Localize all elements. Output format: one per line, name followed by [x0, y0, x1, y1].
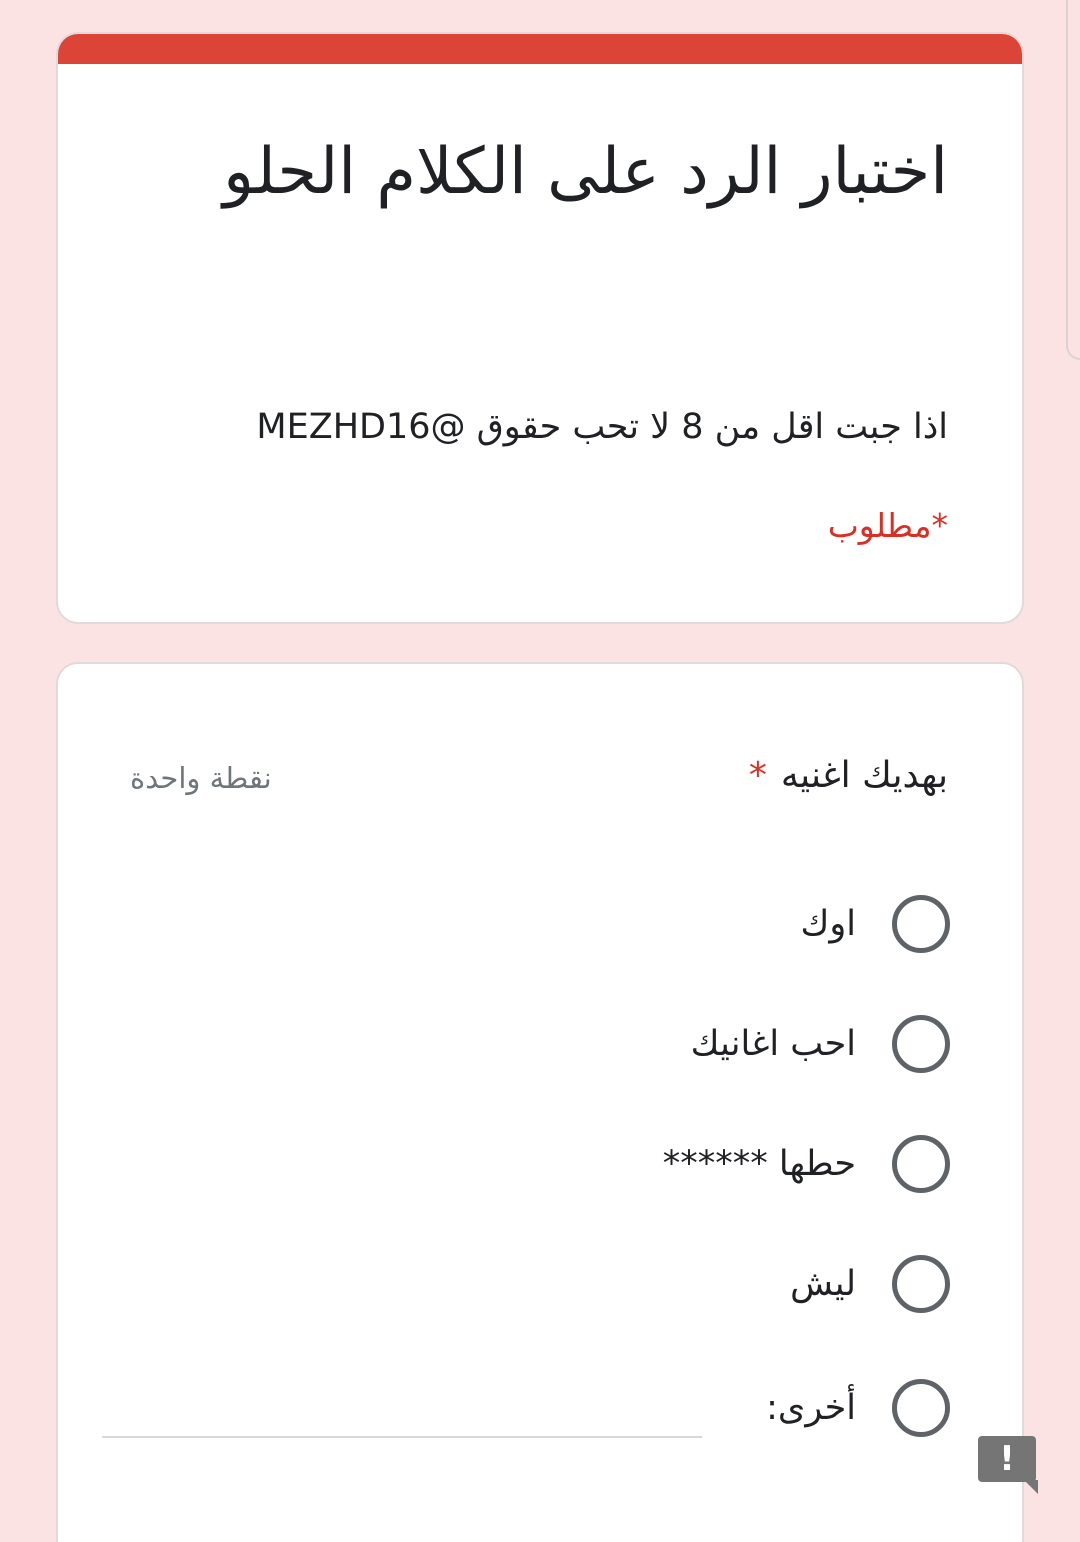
radio-button[interactable]	[892, 1015, 950, 1073]
feedback-tail	[1024, 1480, 1038, 1494]
required-asterisk: *	[748, 755, 767, 796]
option-2[interactable]	[663, 1132, 950, 1196]
radio-button[interactable]	[892, 1379, 950, 1437]
points-label: نقطة واحدة	[130, 761, 272, 795]
option-0[interactable]	[801, 892, 950, 956]
option-label: احب اغانيك	[690, 1024, 856, 1064]
question-card	[56, 662, 1024, 1542]
radio-button[interactable]	[892, 895, 950, 953]
other-text-input[interactable]	[102, 1436, 702, 1438]
form-title: اختبار الرد على الكلام الحلو	[223, 135, 948, 209]
option-3[interactable]	[790, 1252, 950, 1316]
question-title-text: بهديك اغنيه	[780, 755, 948, 796]
accent-bar	[58, 34, 1022, 64]
feedback-icon: !	[978, 1436, 1036, 1482]
form-description: اذا جبت اقل من 8 لا تحب حقوق @MEZHD16	[256, 407, 948, 447]
option-label: ليش	[790, 1264, 856, 1304]
option-1[interactable]	[691, 1012, 950, 1076]
option-label: حطها ******	[662, 1144, 856, 1184]
option-label: اوك	[800, 904, 856, 944]
scrollbar[interactable]	[1066, 0, 1080, 360]
radio-button[interactable]	[892, 1255, 950, 1313]
form-header-card	[56, 32, 1024, 624]
question-title	[749, 752, 948, 800]
feedback-button[interactable]	[978, 1436, 1038, 1494]
option-label: أخرى:	[766, 1388, 856, 1428]
option-other[interactable]	[766, 1376, 950, 1440]
required-note: *مطلوب	[827, 506, 948, 545]
radio-button[interactable]	[892, 1135, 950, 1193]
